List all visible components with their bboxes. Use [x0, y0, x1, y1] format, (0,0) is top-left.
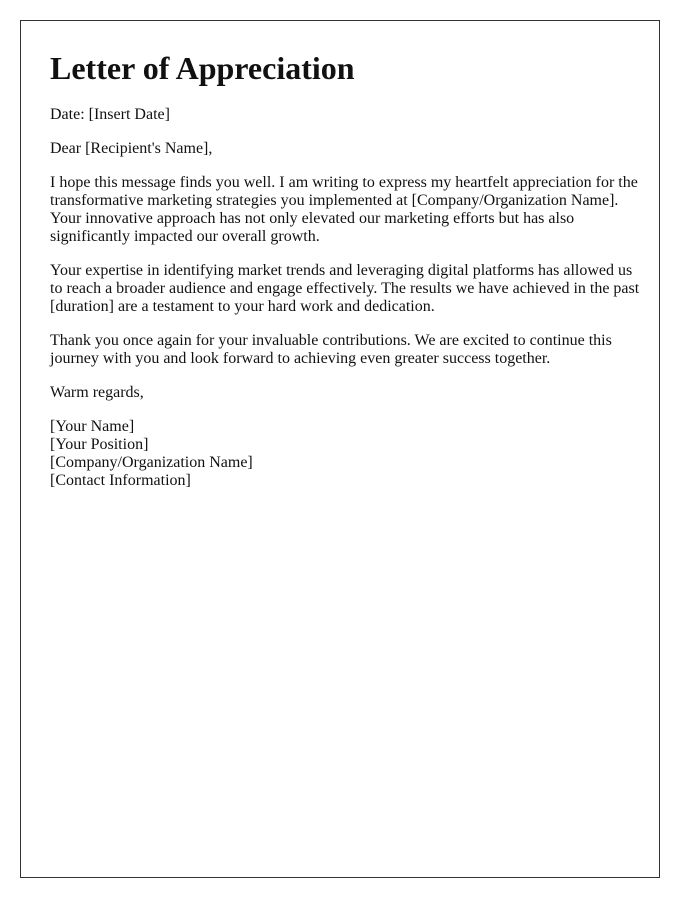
body-paragraph-1: I hope this message finds you well. I am writing to express my heartfelt appreciation for the transformative marketing strategies you implemented at [Company/Organization Name]. Your innovative approach has not only elevated our marketing efforts but has also significantly impacted our overall growth. [50, 174, 638, 246]
signature-name: [Your Name] [50, 418, 135, 436]
body-paragraph-3: Thank you once again for your invaluable contributions. We are excited to continue this journey with you and look forward to achieving even greater success together. [50, 332, 612, 368]
closing: Warm regards, [50, 384, 144, 402]
signature-block [50, 418, 640, 490]
signature-organization: [Company/Organization Name] [50, 454, 253, 472]
letter-title: Letter of Appreciation [50, 50, 355, 86]
letter-page [20, 20, 660, 878]
body-paragraph-2: Your expertise in identifying market trends and leveraging digital platforms has allowed us to reach a broader audience and engage effectively. The results we have achieved in the past [duration] are a testament to your hard work and dedication. [50, 262, 640, 316]
salutation: Dear [Recipient's Name], [50, 140, 213, 158]
signature-contact: [Contact Information] [50, 472, 191, 490]
signature-position: [Your Position] [50, 436, 149, 454]
date-line: Date: [Insert Date] [50, 106, 170, 124]
letter-content [50, 51, 640, 490]
